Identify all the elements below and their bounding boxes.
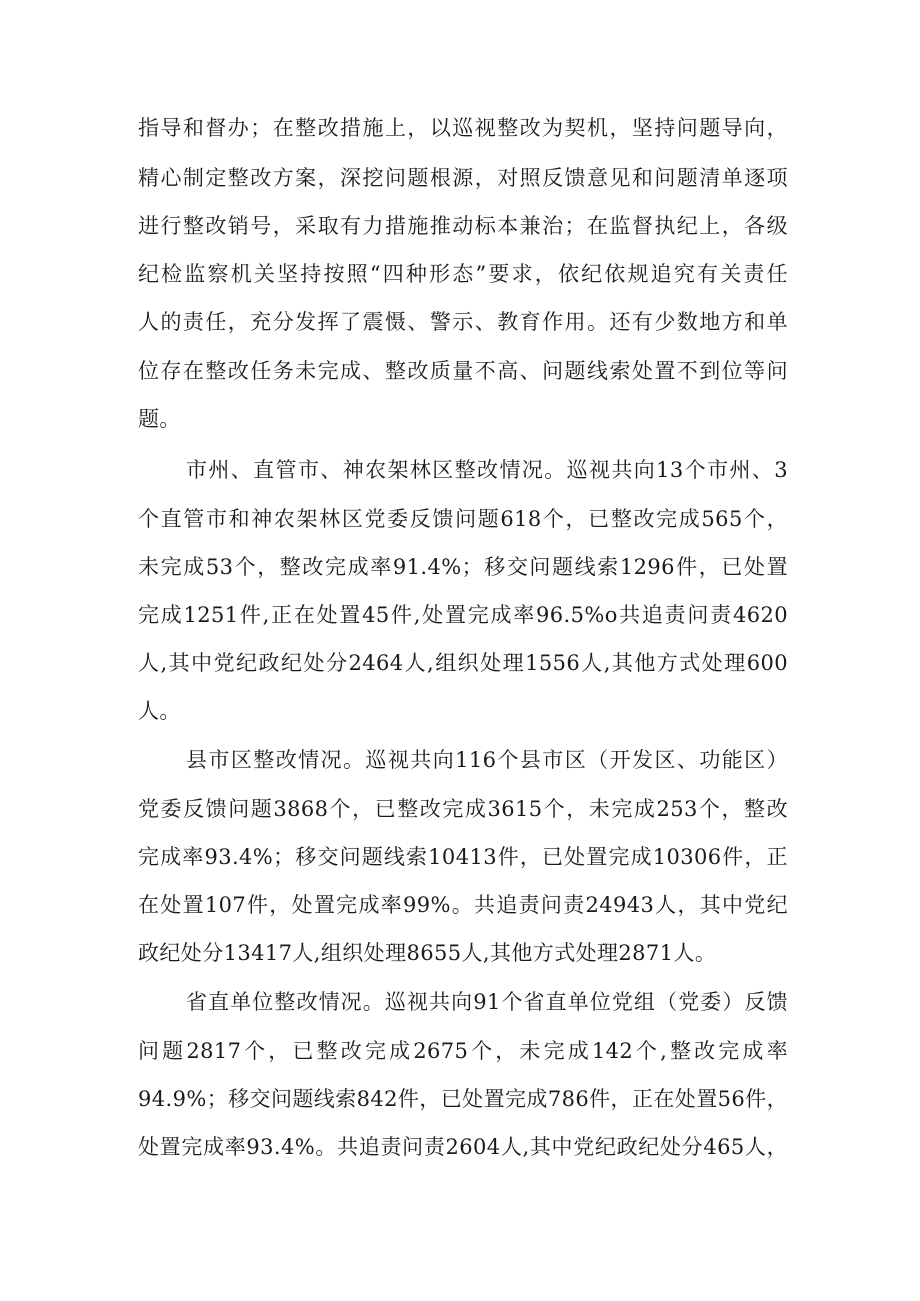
- text-line: 政纪处分13417人,组织处理8655人,其他方式处理2871人。: [138, 941, 717, 965]
- text-line: 纪检监察机关坚持按照“四种形态”要求，依纪依规追究有关责任: [138, 262, 788, 286]
- text-line: 完成1251件,正在处置45件,处置完成率96.5%o共追责问责4620: [138, 603, 788, 627]
- text-line: 精心制定整改方案，深挖问题根源，对照反馈意见和问题清单逐项: [138, 166, 788, 190]
- text-line: 人的责任，充分发挥了震慑、警示、教育作用。还有少数地方和单: [138, 310, 788, 334]
- text-line: 人。: [138, 699, 181, 723]
- text-line: 指导和督办；在整改措施上，以巡视整改为契机，坚持问题导向，: [138, 116, 788, 140]
- text-line: 进行整改销号，采取有力措施推动标本兼治；在监督执纪上，各级: [138, 214, 788, 238]
- text-line: 完成率93.4%；移交问题线索10413件，已处置完成10306件，正: [138, 845, 788, 869]
- text-line: 94.9%；移交问题线索842件，已处置完成786件，正在处置56件，: [138, 1087, 788, 1111]
- text-line: 位存在整改任务未完成、整改质量不高、问题线索处置不到位等问: [138, 359, 788, 383]
- text-line: 题。: [138, 407, 181, 431]
- text-line: 未完成53个，整改完成率91.4%；移交问题线索1296件，已处置: [138, 555, 788, 579]
- text-line: 在处置107件，处置完成率99%。共追责问责24943人，其中党纪: [138, 893, 788, 917]
- text-line: 问题2817个，已整改完成2675个，未完成142个,整改完成率: [138, 1039, 788, 1063]
- text-line: 个直管市和神农架林区党委反馈问题618个，已整改完成565个，: [138, 507, 788, 531]
- paragraph-first-line: 县市区整改情况。巡视共向116个县市区（开发区、功能区）: [186, 748, 788, 772]
- text-line: 人,其中党纪政纪处分2464人,组织处理1556人,其他方式处理600: [138, 651, 788, 675]
- text-line: 党委反馈问题3868个，已整改完成3615个，未完成253个，整改: [138, 797, 788, 821]
- paragraph-first-line: 省直单位整改情况。巡视共向91个省直单位党组（党委）反馈: [186, 990, 788, 1014]
- paragraph-first-line: 市州、直管市、神农架林区整改情况。巡视共向13个市州、3: [186, 458, 788, 482]
- text-line: 处置完成率93.4%。共追责问责2604人,其中党纪政纪处分465人，: [138, 1135, 788, 1159]
